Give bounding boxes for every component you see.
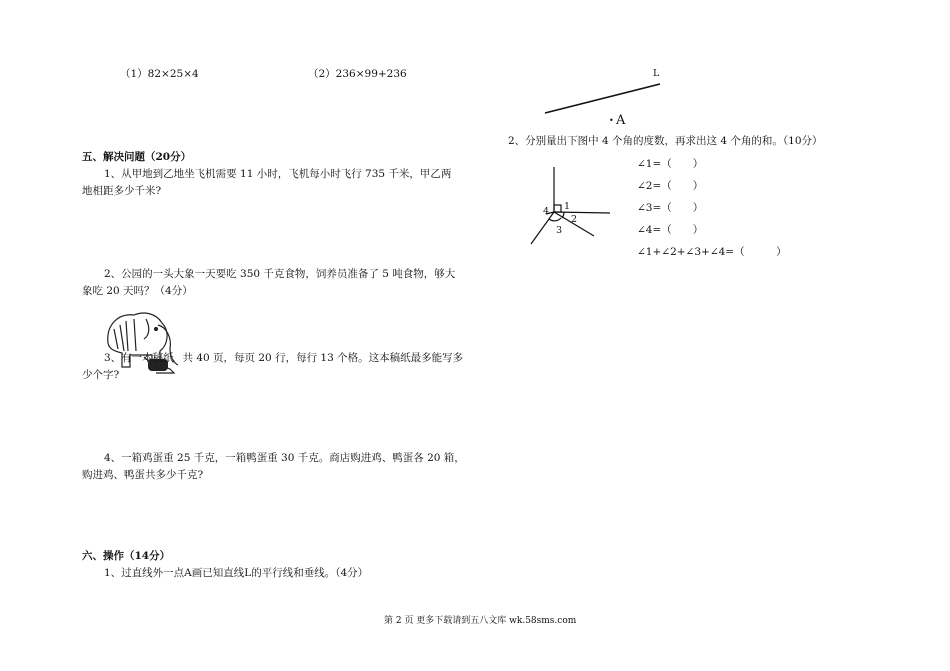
angle-label-2: 2 bbox=[571, 214, 578, 225]
question-6-2: 2、分别量出下图中 4 个角的度数，再求出这 4 个角的和。（10分） bbox=[508, 135, 823, 147]
angle-label-3: 3 bbox=[556, 225, 563, 236]
calc-item-2: （2）236×99+236 bbox=[308, 68, 407, 80]
question-5-2-line-1: 2、公园的一头大象一天要吃 350 千克食物，饲养员准备了 5 吨食物，够大 bbox=[104, 268, 456, 280]
answer-angle-3: ∠3=（ ） bbox=[637, 202, 704, 214]
section-5-heading: 五、解决问题（20分） bbox=[82, 151, 192, 163]
angle-label-1: 1 bbox=[564, 201, 571, 212]
answer-angle-1: ∠1=（ ） bbox=[637, 158, 704, 170]
angle-label-4: 4 bbox=[543, 206, 550, 217]
page-footer: 第 2 页 更多下载请到五八文库 wk.58sms.com bbox=[384, 616, 577, 626]
answer-angle-4: ∠4=（ ） bbox=[637, 224, 704, 236]
calc-item-1: （1）82×25×4 bbox=[120, 68, 199, 80]
angles-figure bbox=[528, 162, 618, 252]
answer-angle-sum: ∠1+∠2+∠3+∠4=（ ） bbox=[637, 246, 787, 258]
question-5-2-line-2: 象吃 20 天吗？（4分） bbox=[82, 285, 193, 297]
point-a-dot: • bbox=[609, 116, 614, 125]
line-l-figure bbox=[540, 70, 670, 120]
question-6-1: 1、过直线外一点A画已知直线L的平行线和垂线。（4分） bbox=[104, 567, 369, 579]
question-5-4-line-1: 4、一箱鸡蛋重 25 千克，一箱鸭蛋重 30 千克。商店购进鸡、鸭蛋各 20 箱， bbox=[104, 452, 465, 464]
line-l-label: L bbox=[653, 68, 660, 79]
answer-angle-2: ∠2=（ ） bbox=[637, 180, 704, 192]
question-5-3-line-1a: 3、有一本稿纸 bbox=[104, 352, 174, 364]
question-5-1-line-2: 地相距多少千米? bbox=[82, 185, 162, 197]
question-5-3-line-1b: ，共 40 页，每页 20 行，每行 13 个格。这本稿纸最多能写多 bbox=[172, 352, 464, 364]
question-5-3-line-2: 少个字? bbox=[82, 369, 120, 381]
question-5-1-line-1: 1、从甲地到乙地坐飞机需要 11 小时，飞机每小时飞行 735 千米，甲乙两 bbox=[104, 168, 452, 180]
question-5-4-line-2: 购进鸡、鸭蛋共多少千克? bbox=[82, 469, 204, 481]
section-6-heading: 六、操作（14分） bbox=[82, 550, 171, 562]
point-a-label: A bbox=[616, 113, 626, 128]
